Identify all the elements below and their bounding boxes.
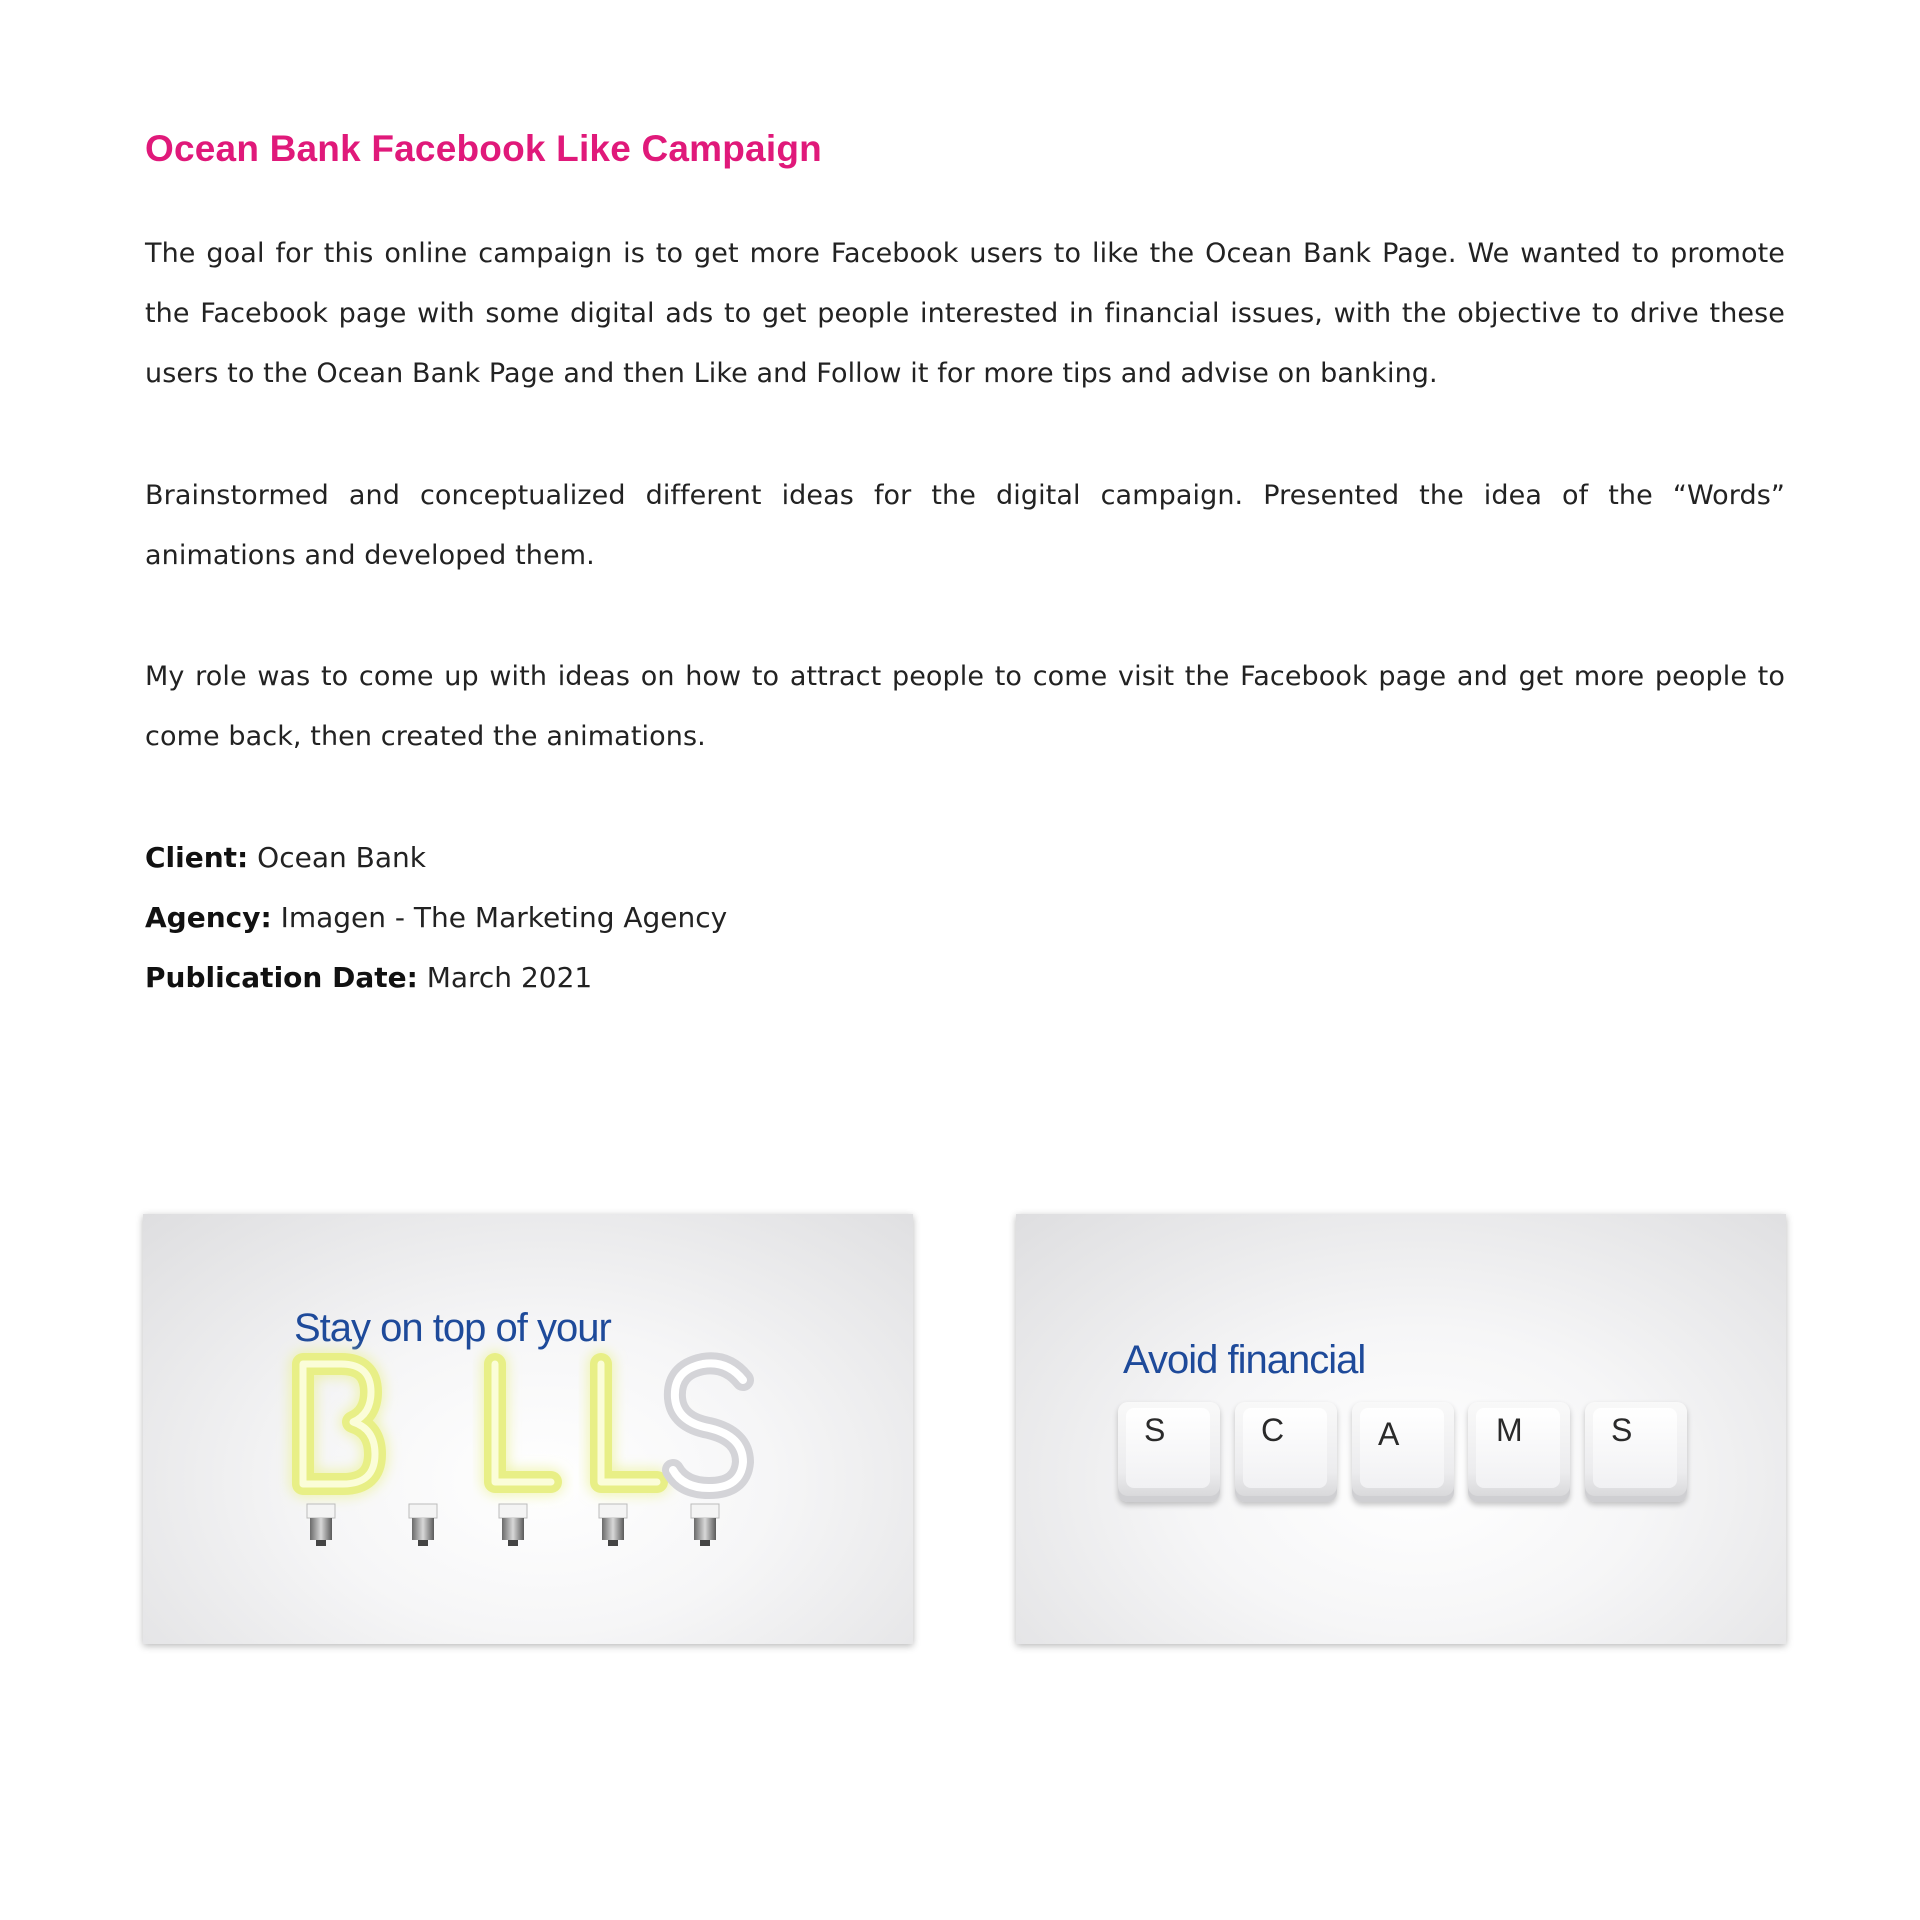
scams-ad-image (1016, 1214, 1786, 1644)
goal-paragraph: The goal for this online campaign is to get more Facebook users to like the Ocean Bank Page. We wanted to promote the Facebook page with some digital ads to get people interested in financial issues, with the objective to drive these users to the Ocean Bank Page and then Like and Follow it for more tips and advise on banking. (145, 238, 1785, 389)
key-s1 (1118, 1402, 1220, 1502)
key-letter: C (1261, 1412, 1285, 1448)
agency-row (145, 888, 727, 948)
scams-ad-headline: Avoid financial (1123, 1338, 1366, 1382)
publication-date-value: March 2021 (426, 961, 593, 994)
bulb-letter-l1 (495, 1364, 551, 1482)
bills-ad-image (143, 1214, 913, 1644)
bulb-bases (307, 1504, 719, 1546)
bills-ad-headline: Stay on top of your (294, 1306, 611, 1350)
bulb-letter-l2 (601, 1364, 657, 1482)
project-title: Ocean Bank Facebook Like Campaign (145, 128, 822, 169)
publication-date-label: Publication Date: (145, 961, 418, 994)
key-s2 (1585, 1402, 1687, 1502)
brainstorm-paragraph: Brainstormed and conceptualized different ideas for the digital campaign. Presented the idea of the “Words” animations and developed them. (145, 480, 1785, 571)
bulb-letter-b (303, 1364, 375, 1484)
bulb-letter-s (673, 1363, 743, 1488)
key-letter: A (1378, 1416, 1400, 1452)
publication-date-row (145, 948, 727, 1008)
project-meta (145, 828, 727, 1008)
lightbulb-bills-artwork (143, 1214, 913, 1644)
key-letter: S (1144, 1412, 1166, 1448)
key-m (1468, 1402, 1570, 1502)
client-label: Client: (145, 841, 249, 874)
key-letter: S (1611, 1412, 1633, 1448)
role-paragraph: My role was to come up with ideas on how to attract people to come visit the Facebook page and get more people to come back, then created the animations. (145, 661, 1785, 752)
keyboard-keys (1118, 1402, 1698, 1512)
key-letter: M (1496, 1412, 1523, 1448)
key-c (1235, 1402, 1337, 1502)
client-value: Ocean Bank (257, 841, 426, 874)
key-a (1352, 1402, 1454, 1502)
client-row (145, 828, 727, 888)
agency-label: Agency: (145, 901, 272, 934)
agency-value: Imagen - The Marketing Agency (280, 901, 728, 934)
